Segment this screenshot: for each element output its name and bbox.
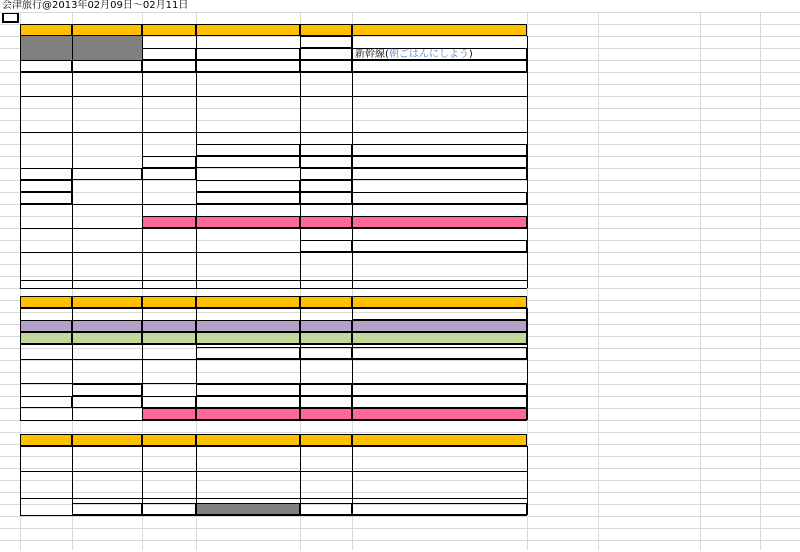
- arrival-place[interactable]: [196, 332, 300, 344]
- departure-place[interactable]: [72, 332, 142, 344]
- grid-line: [20, 252, 527, 253]
- table-header[interactable]: [142, 434, 196, 446]
- table-header[interactable]: [20, 24, 72, 36]
- grid-line: [142, 446, 143, 515]
- grid-line: [20, 359, 527, 360]
- arrival-place[interactable]: [196, 156, 300, 168]
- memo-cell[interactable]: [352, 308, 527, 320]
- arrival-place[interactable]: [196, 232, 300, 244]
- departure-place[interactable]: [72, 458, 142, 470]
- grid-line: [527, 308, 528, 420]
- arrival-time[interactable]: [142, 347, 196, 359]
- memo-cell[interactable]: [352, 60, 527, 72]
- table-header[interactable]: [352, 24, 527, 36]
- departure-time[interactable]: [20, 480, 72, 492]
- grid-line: [20, 383, 527, 384]
- departure-place[interactable]: [72, 168, 142, 180]
- amount-cell[interactable]: [300, 256, 352, 268]
- memo-cell[interactable]: [352, 256, 527, 268]
- departure-time[interactable]: [20, 347, 72, 359]
- side-note[interactable]: [528, 48, 728, 60]
- grid-line: [20, 132, 527, 133]
- cell[interactable]: [20, 36, 142, 48]
- grid-line: [20, 498, 527, 499]
- departure-place[interactable]: [72, 60, 142, 72]
- side-note[interactable]: [528, 62, 588, 74]
- amount-cell[interactable]: [300, 36, 352, 48]
- grid-line: [352, 446, 353, 515]
- arrival-time[interactable]: [142, 408, 196, 420]
- memo-cell[interactable]: [352, 268, 527, 280]
- arrival-place[interactable]: [196, 365, 300, 377]
- amount-cell[interactable]: [300, 365, 352, 377]
- arrival-place[interactable]: [196, 320, 300, 332]
- memo-cell[interactable]: [352, 192, 527, 204]
- arrival-time[interactable]: [142, 232, 196, 244]
- amount-cell[interactable]: [300, 384, 352, 396]
- table-header[interactable]: [300, 296, 352, 308]
- memo-cell[interactable]: 新幹線(朝ごはんにしよう): [352, 48, 527, 60]
- departure-time[interactable]: [20, 180, 72, 192]
- amount-cell[interactable]: [300, 332, 352, 344]
- grid-line: [0, 108, 800, 109]
- grid-line: [300, 308, 301, 420]
- grid-line: [20, 228, 527, 229]
- grid-line: [20, 280, 527, 281]
- total-note[interactable]: [352, 540, 612, 552]
- grid-line: [142, 36, 143, 288]
- arrival-time[interactable]: [142, 216, 196, 228]
- memo-cell[interactable]: [352, 240, 527, 252]
- grid-line: [196, 36, 197, 288]
- cell-cursor[interactable]: [2, 12, 19, 23]
- total-amount[interactable]: [300, 540, 352, 552]
- memo-cell[interactable]: [352, 396, 527, 408]
- amount-cell[interactable]: [300, 408, 352, 420]
- grid-line: [20, 344, 527, 345]
- table-header[interactable]: [352, 296, 527, 308]
- grid-line: [20, 96, 527, 97]
- memo-cell[interactable]: [352, 474, 527, 486]
- memo-cell[interactable]: [352, 332, 527, 344]
- grid-line: [0, 516, 800, 517]
- arrival-time[interactable]: [142, 320, 196, 332]
- arrival-place[interactable]: [196, 347, 300, 359]
- table-header[interactable]: [300, 24, 352, 36]
- memo-cell[interactable]: [352, 359, 527, 371]
- amount-cell[interactable]: [300, 180, 352, 192]
- amount-cell[interactable]: [300, 503, 352, 515]
- departure-time[interactable]: [20, 384, 72, 396]
- cell[interactable]: [20, 48, 142, 60]
- table-header[interactable]: [142, 296, 196, 308]
- arrival-place[interactable]: [196, 396, 300, 408]
- day-label[interactable]: [20, 422, 100, 434]
- grid-line: [527, 36, 528, 288]
- arrival-time[interactable]: [142, 60, 196, 72]
- arrival-time[interactable]: [142, 503, 196, 515]
- departure-time[interactable]: [20, 320, 72, 332]
- side-note[interactable]: [528, 76, 788, 88]
- table-header[interactable]: [352, 434, 527, 446]
- table-header[interactable]: [300, 434, 352, 446]
- departure-time[interactable]: [20, 503, 72, 515]
- departure-place[interactable]: [72, 384, 142, 396]
- grid-line: [300, 446, 301, 515]
- grid-line: [527, 446, 528, 515]
- arrival-place[interactable]: [196, 503, 300, 515]
- arrival-time[interactable]: [142, 48, 196, 60]
- arrival-time[interactable]: [142, 168, 196, 180]
- memo-cell[interactable]: [352, 384, 527, 396]
- amount-cell[interactable]: [300, 144, 352, 156]
- table-header[interactable]: [196, 296, 300, 308]
- grid-line: [20, 515, 527, 516]
- arrival-place[interactable]: [196, 48, 300, 60]
- grid-line: [20, 36, 21, 288]
- arrival-time[interactable]: [142, 480, 196, 492]
- memo-cell[interactable]: [352, 503, 527, 515]
- amount-cell[interactable]: [300, 347, 352, 359]
- arrival-time[interactable]: [142, 396, 196, 408]
- memo-cell[interactable]: [352, 320, 527, 332]
- amount-cell[interactable]: [300, 118, 352, 130]
- table-header[interactable]: [196, 434, 300, 446]
- grid-line: [300, 36, 301, 288]
- grid-line: [20, 308, 21, 420]
- grid-line: [20, 446, 21, 515]
- grid-line: [72, 446, 73, 515]
- memo-cell[interactable]: [352, 228, 527, 240]
- grid-line: [20, 72, 527, 73]
- amount-cell[interactable]: [300, 396, 352, 408]
- grid-line: [0, 12, 800, 13]
- arrival-place[interactable]: [196, 408, 300, 420]
- departure-time[interactable]: [20, 396, 72, 408]
- amount-cell[interactable]: [300, 60, 352, 72]
- memo-cell[interactable]: [352, 216, 527, 228]
- table-header[interactable]: [72, 24, 142, 36]
- amount-cell[interactable]: [300, 320, 352, 332]
- arrival-place[interactable]: [196, 60, 300, 72]
- arrival-time[interactable]: [142, 156, 196, 168]
- amount-cell[interactable]: [300, 168, 352, 180]
- grid-line: [196, 308, 197, 420]
- grid-line: [142, 308, 143, 420]
- day-label[interactable]: [20, 283, 100, 295]
- grid-line: [0, 432, 800, 433]
- memo-cell[interactable]: [352, 156, 527, 168]
- side-note[interactable]: [528, 88, 798, 100]
- grid-line: [20, 471, 527, 472]
- departure-time[interactable]: [20, 118, 72, 130]
- amount-cell[interactable]: [300, 192, 352, 204]
- departure-time[interactable]: [20, 332, 72, 344]
- table-header[interactable]: [20, 434, 72, 446]
- grid-line: [0, 180, 800, 181]
- total-label[interactable]: [250, 540, 300, 552]
- amount-cell[interactable]: [300, 48, 352, 60]
- grid-line: [196, 446, 197, 515]
- side-note[interactable]: [528, 335, 798, 347]
- arrival-place[interactable]: [196, 108, 300, 120]
- amount-cell[interactable]: [300, 240, 352, 252]
- side-note[interactable]: [528, 320, 798, 332]
- grid-line: [20, 308, 527, 309]
- grid-line: [20, 420, 527, 421]
- arrival-place[interactable]: [196, 192, 300, 204]
- grid-line: [0, 528, 800, 529]
- arrival-place[interactable]: [196, 144, 300, 156]
- arrival-place[interactable]: [196, 96, 300, 108]
- departure-time[interactable]: [20, 192, 72, 204]
- memo-cell[interactable]: [352, 144, 527, 156]
- arrival-place[interactable]: [196, 384, 300, 396]
- grid-line: [72, 308, 73, 420]
- departure-place[interactable]: [72, 396, 142, 408]
- departure-place[interactable]: [72, 347, 142, 359]
- grid-line: [72, 36, 73, 288]
- arrival-place[interactable]: [196, 120, 300, 132]
- memo-cell[interactable]: [352, 371, 527, 383]
- grid-line: [20, 204, 527, 205]
- arrival-time[interactable]: [142, 384, 196, 396]
- departure-place[interactable]: [72, 503, 142, 515]
- table-header[interactable]: [196, 24, 300, 36]
- departure-time[interactable]: [20, 60, 72, 72]
- day-label[interactable]: [20, 12, 100, 24]
- amount-cell[interactable]: [300, 156, 352, 168]
- memo-cell[interactable]: [352, 168, 527, 180]
- grid-line: [20, 446, 527, 447]
- memo-cell[interactable]: [352, 118, 527, 130]
- table-header[interactable]: [72, 434, 142, 446]
- arrival-time[interactable]: [142, 332, 196, 344]
- memo-cell[interactable]: [352, 408, 527, 420]
- departure-time[interactable]: [20, 168, 72, 180]
- grid-line: [352, 308, 353, 420]
- memo-cell[interactable]: [352, 448, 527, 460]
- departure-time[interactable]: [20, 458, 72, 470]
- arrival-place[interactable]: [196, 256, 300, 268]
- departure-place[interactable]: [72, 320, 142, 332]
- grid-line: [352, 36, 353, 288]
- memo-cell[interactable]: [352, 347, 527, 359]
- table-header[interactable]: [72, 296, 142, 308]
- departure-place[interactable]: [72, 480, 142, 492]
- arrival-place[interactable]: [196, 216, 300, 228]
- table-header[interactable]: [20, 296, 72, 308]
- amount-cell[interactable]: [300, 216, 352, 228]
- table-header[interactable]: [142, 24, 196, 36]
- page-title: 会津旅行@2013年02月09日～02月11日: [2, 0, 189, 11]
- grid-line: [20, 288, 527, 289]
- arrival-place[interactable]: [196, 180, 300, 192]
